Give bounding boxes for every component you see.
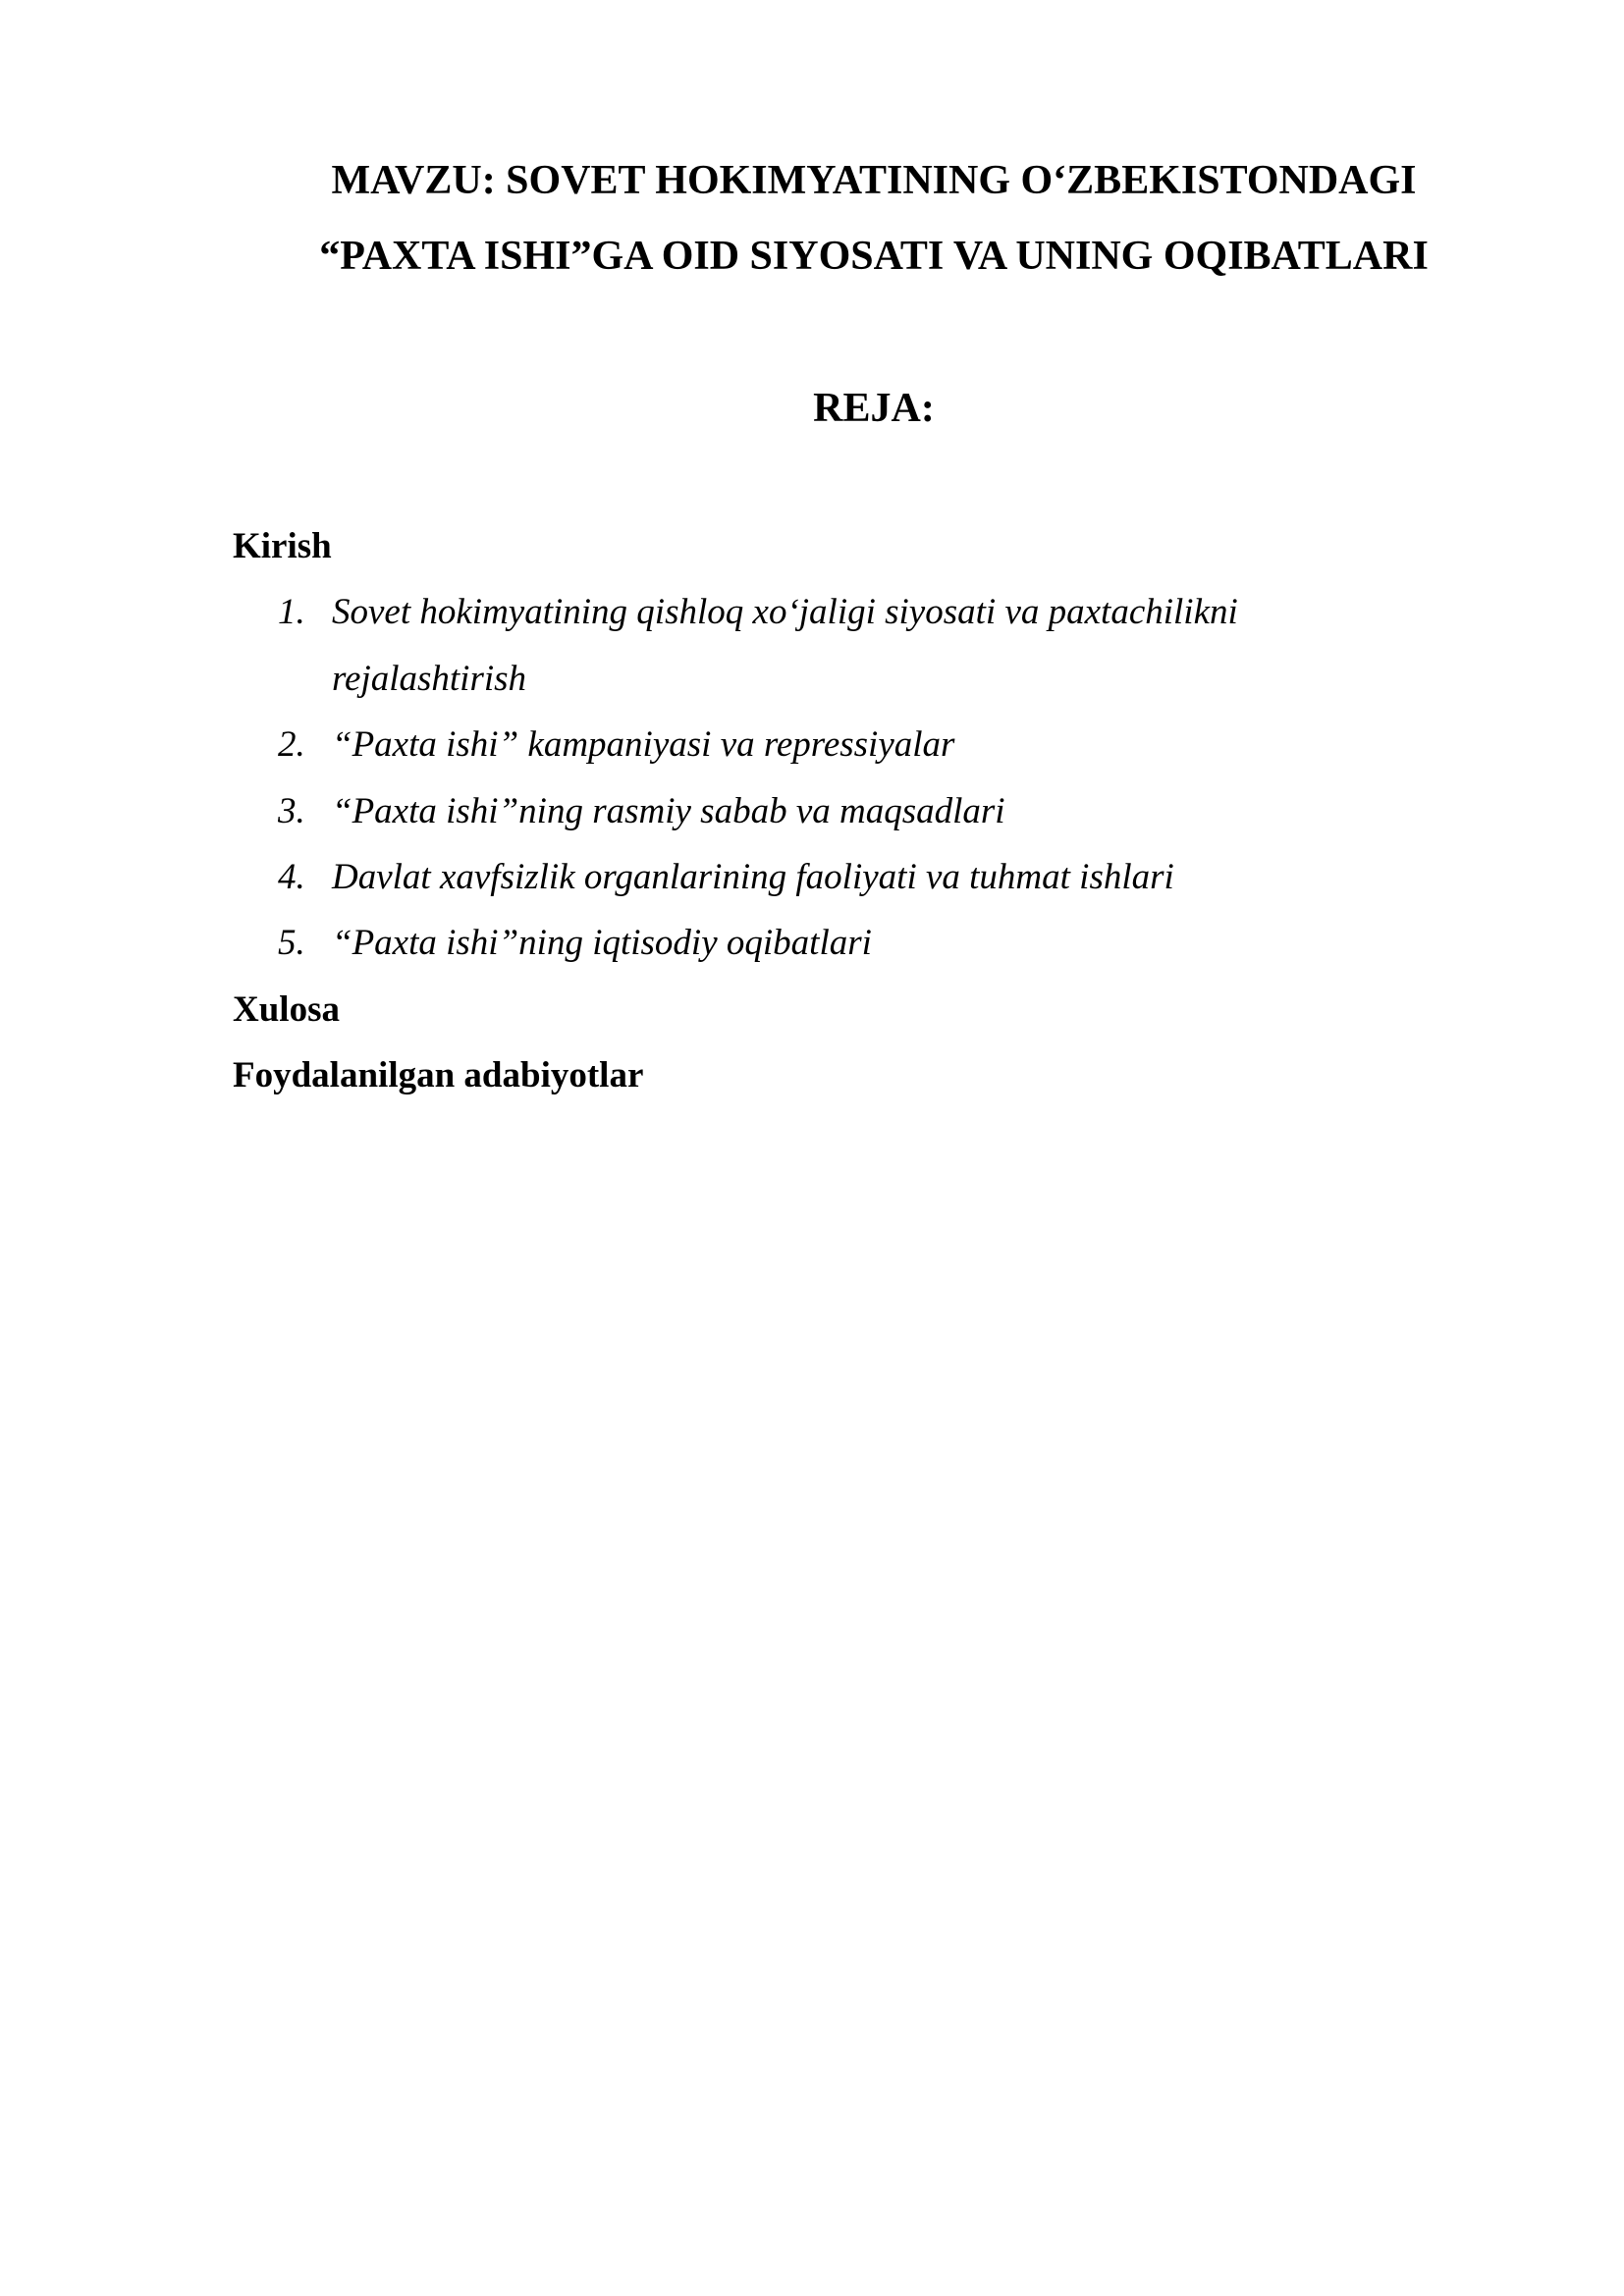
plan-item-1 bbox=[278, 594, 1238, 630]
plan-item-text: “Paxta ishi”ning rasmiy sabab va maqsadlari bbox=[332, 791, 1005, 831]
plan-item-number: 1. bbox=[278, 592, 305, 632]
section-conclusion: Xulosa bbox=[233, 989, 340, 1030]
plan-item-number: 3. bbox=[278, 791, 305, 831]
plan-item-text: Sovet hokimyatining qishloq xo‘jaligi siyosati va paxtachilikni bbox=[332, 592, 1238, 632]
plan-item-number: 2. bbox=[278, 724, 305, 765]
plan-item-text: “Paxta ishi”ning iqtisodiy oqibatlari bbox=[332, 923, 872, 963]
plan-heading: REJA: bbox=[813, 386, 935, 431]
plan-item-number: 4. bbox=[278, 857, 305, 897]
plan-item-number: 5. bbox=[278, 923, 305, 963]
section-references: Foydalanilgan adabiyotlar bbox=[233, 1055, 644, 1095]
document-title-line-2: “PAXTA ISHI”GA OID SIYOSATI VA UNING OQIBATLARI bbox=[319, 234, 1429, 279]
document-title-line-1: MAVZU: SOVET HOKIMYATINING O‘ZBEKISTONDAGI bbox=[331, 158, 1417, 203]
plan-item-4 bbox=[278, 859, 1174, 895]
plan-item-2 bbox=[278, 726, 954, 763]
plan-item-1-continuation: rejalashtirish bbox=[332, 659, 527, 699]
section-intro: Kirish bbox=[233, 526, 332, 566]
plan-item-5 bbox=[278, 925, 872, 961]
plan-item-text: Davlat xavfsizlik organlarining faoliyati va tuhmat ishlari bbox=[332, 857, 1174, 897]
plan-item-text: “Paxta ishi” kampaniyasi va repressiyalar bbox=[332, 724, 955, 765]
plan-item-3 bbox=[278, 793, 1005, 829]
